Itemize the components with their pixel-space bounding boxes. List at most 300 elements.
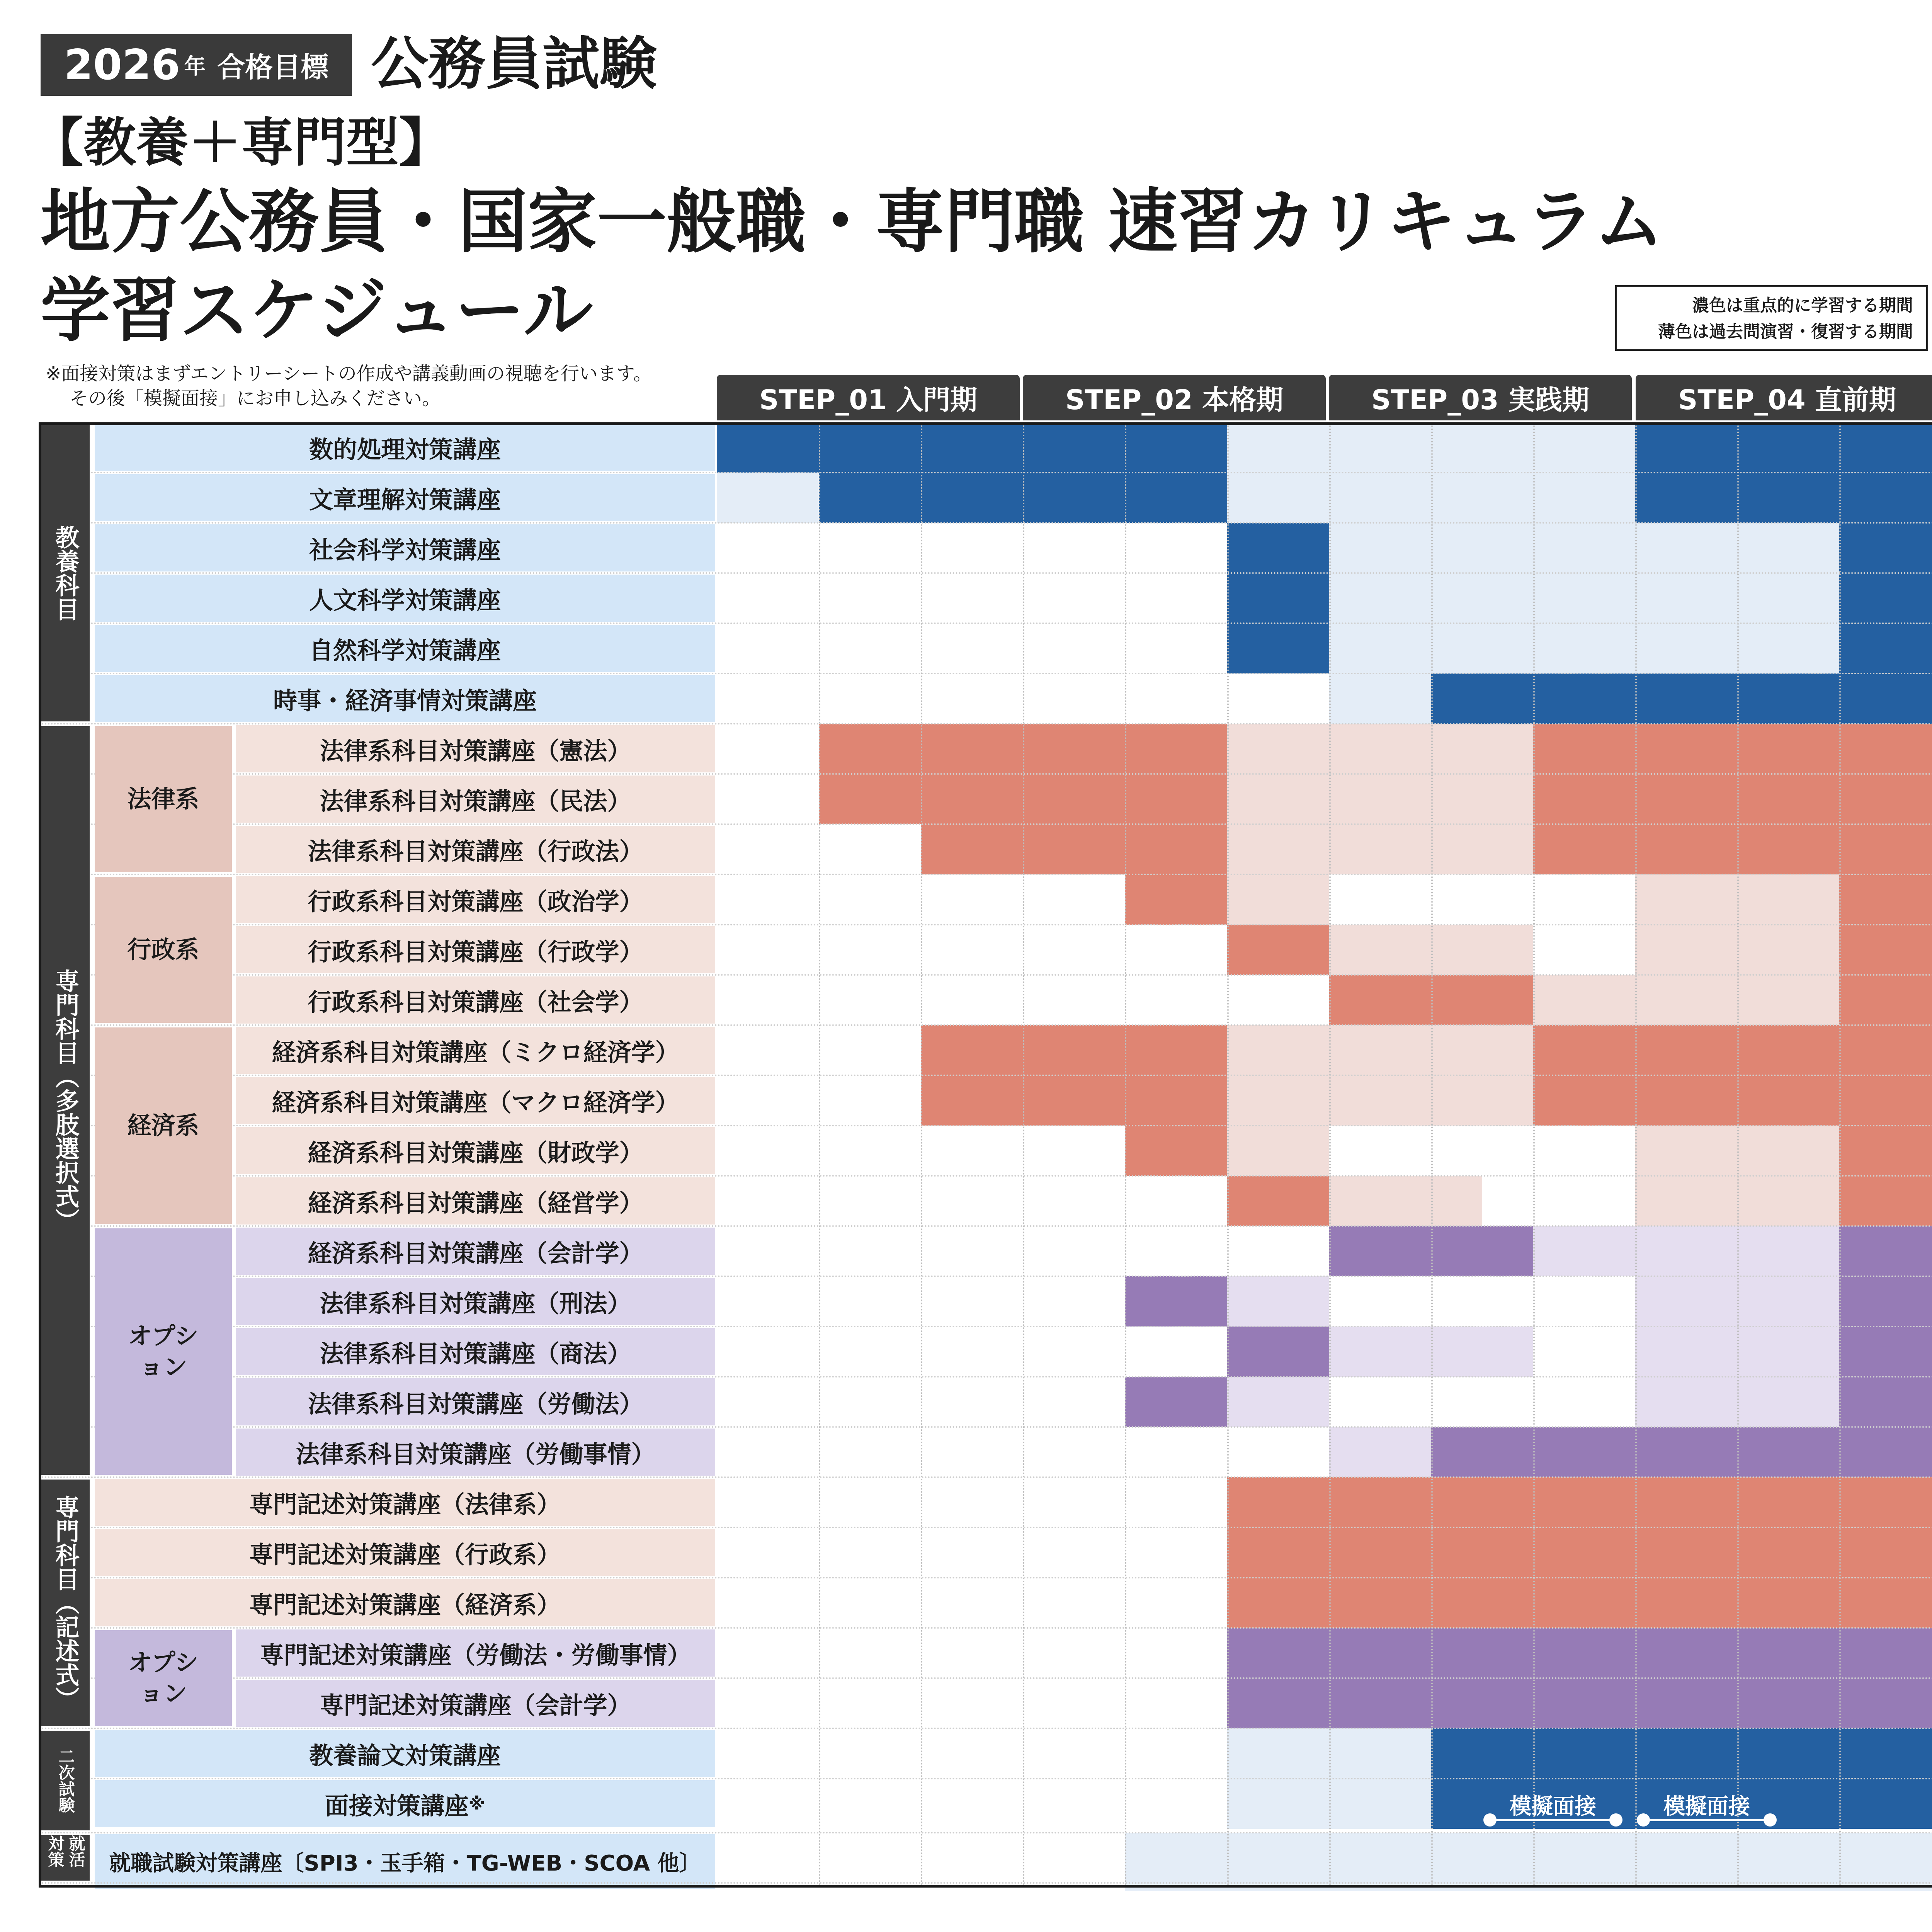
schedule-cell (1737, 1728, 1840, 1779)
schedule-cell (1431, 724, 1534, 774)
legend-dark: 濃色は重点的に学習する期間 (1692, 296, 1913, 315)
schedule-cell (1533, 422, 1636, 473)
schedule-cell (1839, 1427, 1932, 1477)
grid-line (39, 1677, 1932, 1679)
course-label (236, 876, 715, 923)
schedule-cell (1839, 1728, 1932, 1779)
schedule-cell (1431, 874, 1534, 925)
schedule-cell (1635, 975, 1738, 1025)
schedule-cell (1023, 724, 1125, 774)
schedule-cell (717, 1377, 819, 1427)
schedule-cell (1431, 1025, 1534, 1075)
schedule-cell (1635, 1728, 1738, 1779)
grid-line (39, 823, 1932, 825)
course-label-text: 人文科学対策講座 (309, 586, 501, 614)
schedule-cell (1839, 1377, 1932, 1427)
schedule-cell (1431, 1327, 1534, 1377)
subgroup-label: オプション (128, 1322, 199, 1381)
schedule-cell (1329, 1025, 1432, 1075)
schedule-cell (1431, 473, 1534, 523)
grid-line (39, 1175, 1932, 1177)
schedule-cell (819, 473, 921, 523)
grid-line (39, 472, 1932, 473)
schedule-cell (1431, 1628, 1534, 1678)
schedule-cell (1329, 523, 1432, 573)
schedule-cell (1737, 523, 1840, 573)
schedule-cell (1737, 824, 1840, 874)
grid-line (1839, 422, 1841, 1887)
schedule-cell (1329, 1728, 1432, 1779)
schedule-cell (1839, 1126, 1932, 1176)
schedule-cell (1533, 1728, 1636, 1779)
schedule-cell (1533, 1678, 1636, 1728)
course-label-text: 法律系科目対策講座（商法） (320, 1339, 631, 1368)
grid-line (1533, 422, 1535, 1887)
schedule-cell (1635, 925, 1738, 975)
schedule-cell (1125, 1477, 1227, 1527)
schedule-cell (1635, 1075, 1738, 1126)
step-header-4: STEP_04 直前期 (1636, 375, 1932, 420)
course-label (95, 524, 715, 571)
course-label-text: 法律系科目対策講座（刑法） (320, 1289, 631, 1318)
schedule-cell (1635, 1678, 1738, 1728)
schedule-cell (1125, 1578, 1227, 1628)
grid-line (1227, 422, 1229, 1887)
schedule-cell (1737, 1477, 1840, 1527)
course-label (236, 1378, 715, 1425)
schedule-cell (1227, 623, 1330, 673)
schedule-cell (1737, 1126, 1840, 1176)
schedule-cell (1839, 1678, 1932, 1728)
schedule-cell (1533, 573, 1636, 623)
schedule-cell (1839, 874, 1932, 925)
schedule-cell (1125, 573, 1227, 623)
schedule-cell (1329, 724, 1432, 774)
schedule-cell (1635, 1126, 1738, 1176)
schedule-cell (1125, 925, 1227, 975)
schedule-cell (717, 1678, 819, 1728)
grid-line (39, 1024, 1932, 1026)
schedule-cell (819, 1226, 921, 1276)
schedule-cell (1227, 774, 1330, 824)
course-label (236, 1328, 715, 1375)
course-label (236, 1127, 715, 1174)
course-label (236, 1177, 715, 1225)
subgroup-3 (95, 1027, 232, 1224)
course-label-text: 面接対策講座 (325, 1791, 469, 1820)
schedule-cell (1125, 724, 1227, 774)
course-label-text: 法律系科目対策講座（労働法） (308, 1389, 643, 1418)
schedule-cell (1125, 1728, 1227, 1779)
schedule-cell (1635, 1176, 1738, 1226)
schedule-cell (1635, 673, 1738, 724)
course-label-text: 時事・経済事情対策講座 (273, 686, 537, 715)
schedule-cell (1839, 774, 1932, 824)
schedule-cell (717, 1075, 819, 1126)
schedule-cell (921, 473, 1023, 523)
grid-line (1023, 422, 1024, 1887)
schedule-cell (1737, 1527, 1840, 1578)
schedule-cell (819, 1678, 921, 1728)
schedule-cell (921, 1628, 1023, 1678)
schedule-cell (819, 1578, 921, 1628)
note-line-2: その後「模擬面接」にお申し込みください。 (70, 388, 441, 409)
schedule-cell (1227, 925, 1330, 975)
course-label (236, 776, 715, 823)
schedule-cell (1227, 673, 1330, 724)
schedule-cell (1125, 673, 1227, 724)
schedule-cell (1737, 1276, 1840, 1327)
schedule-cell (1125, 1779, 1227, 1829)
subgroup-label: オプション (128, 1648, 199, 1708)
schedule-cell (1023, 573, 1125, 623)
schedule-cell (1635, 1377, 1738, 1427)
grid-line (39, 1527, 1932, 1528)
schedule-cell (717, 774, 819, 824)
schedule-cell (1023, 1226, 1125, 1276)
schedule-cell (1125, 1075, 1227, 1126)
step-header-3: STEP_03 実践期 (1329, 375, 1632, 420)
schedule-cell (819, 1126, 921, 1176)
schedule-cell (1125, 975, 1227, 1025)
schedule-cell (1329, 1377, 1432, 1427)
schedule-cell (717, 1025, 819, 1075)
schedule-cell (819, 925, 921, 975)
schedule-cell (1431, 1527, 1534, 1578)
course-label (236, 1228, 715, 1275)
schedule-cell (1431, 824, 1534, 874)
schedule-cell (1329, 1427, 1432, 1477)
schedule-cell (1125, 824, 1227, 874)
course-label-text: 法律系科目対策講座（憲法） (320, 736, 631, 765)
schedule-cell (1125, 422, 1227, 473)
schedule-cell (921, 1779, 1023, 1829)
schedule-cell (1635, 1578, 1738, 1628)
schedule-cell (1737, 1377, 1840, 1427)
schedule-cell (1023, 925, 1125, 975)
schedule-cell (1839, 1327, 1932, 1377)
note-line-1: ※面接対策はまずエントリーシートの作成や講義動画の視聴を行います。 (46, 363, 652, 384)
note-mark: ※ (468, 1794, 485, 1814)
schedule-cell (1227, 1628, 1330, 1678)
course-label-text: 自然科学対策講座 (309, 636, 501, 665)
course-label (95, 474, 715, 521)
schedule-cell (819, 774, 921, 824)
schedule-cell (1533, 1427, 1636, 1477)
schedule-cell (1227, 1779, 1330, 1829)
grid-line (39, 1778, 1932, 1779)
schedule-cell (1329, 1126, 1432, 1176)
schedule-cell (1125, 1126, 1227, 1176)
schedule-cell (1227, 1276, 1330, 1327)
mock-interview-marker (1478, 1789, 1628, 1824)
schedule-cell (1329, 623, 1432, 673)
schedule-cell (1737, 1327, 1840, 1377)
schedule-cell (1635, 1427, 1738, 1477)
schedule-cell (1431, 1126, 1534, 1176)
course-label-text: 経済系科目対策講座（経営学） (308, 1189, 643, 1217)
schedule-cell (1635, 523, 1738, 573)
schedule-cell (1125, 473, 1227, 523)
grid-line (1431, 422, 1433, 1887)
schedule-cell (1839, 1226, 1932, 1276)
course-label-text: 数的処理対策講座 (309, 435, 501, 464)
schedule-cell (1227, 523, 1330, 573)
schedule-cell (1839, 975, 1932, 1025)
schedule-cell (717, 975, 819, 1025)
schedule-cell (1635, 1477, 1738, 1527)
schedule-cell (1533, 874, 1636, 925)
schedule-cell (1839, 1025, 1932, 1075)
schedule-cell (1329, 422, 1432, 473)
grid-line (39, 1376, 1932, 1378)
course-label (95, 675, 715, 722)
course-label-text: 法律系科目対策講座（労働事情） (296, 1440, 655, 1468)
schedule-cell (921, 1226, 1023, 1276)
schedule-cell (1533, 473, 1636, 523)
schedule-cell (1329, 774, 1432, 824)
subgroup-2 (95, 877, 232, 1023)
schedule-cell (1023, 1779, 1125, 1829)
schedule-cell (717, 925, 819, 975)
schedule-cell (1737, 1678, 1840, 1728)
schedule-cell (1125, 1025, 1227, 1075)
schedule-cell (1329, 673, 1432, 724)
schedule-cell (819, 523, 921, 573)
course-label (95, 1479, 715, 1526)
schedule-cell (1329, 1678, 1432, 1728)
schedule-cell (717, 473, 819, 523)
course-label (236, 1429, 715, 1476)
schedule-cell (921, 1578, 1023, 1628)
schedule-cell (1482, 1176, 1534, 1226)
course-label-text: 文章理解対策講座 (309, 485, 501, 514)
schedule-cell (1125, 1176, 1227, 1226)
subgroup-label: 法律系 (127, 785, 199, 813)
course-label (236, 1077, 715, 1124)
subgroup-label: 行政系 (127, 935, 199, 964)
category-2 (41, 726, 90, 1475)
schedule-cell (1635, 1628, 1738, 1678)
schedule-cell (1533, 774, 1636, 824)
schedule-cell (1125, 774, 1227, 824)
schedule-cell (717, 1176, 819, 1226)
mock-interview-dot (1609, 1813, 1622, 1827)
course-label (236, 1680, 715, 1727)
course-label-text: 経済系科目対策講座（マクロ経済学） (272, 1088, 679, 1117)
course-label-text: 専門記述対策講座（法律系） (249, 1490, 561, 1519)
grid-line (1329, 422, 1331, 1887)
course-label (95, 1730, 715, 1777)
subgroup-1 (95, 726, 232, 872)
schedule-cell (1737, 473, 1840, 523)
schedule-cell (921, 1176, 1023, 1226)
schedule-cell (1635, 623, 1738, 673)
schedule-cell (1227, 975, 1330, 1025)
badge-goal: 合格目標 (217, 51, 329, 83)
category-label: 就活対策 (46, 1835, 86, 1867)
schedule-cell (819, 623, 921, 673)
schedule-cell (819, 874, 921, 925)
badge-year: 2026 (64, 41, 180, 89)
schedule-cell (1431, 1427, 1534, 1477)
schedule-cell (1533, 1075, 1636, 1126)
schedule-cell (717, 724, 819, 774)
schedule-cell (1329, 1527, 1432, 1578)
schedule-cell (717, 673, 819, 724)
schedule-cell (1839, 1628, 1932, 1678)
schedule-cell (819, 975, 921, 1025)
schedule-cell (1227, 874, 1330, 925)
grid-line (39, 773, 1932, 775)
mock-interview-dot (1764, 1813, 1777, 1827)
schedule-cell (921, 1075, 1023, 1126)
mock-interview-dot (1483, 1813, 1497, 1827)
schedule-cell (1737, 874, 1840, 925)
schedule-cell (1023, 1578, 1125, 1628)
schedule-cell (1737, 422, 1840, 473)
course-label-text: 行政系科目対策講座（政治学） (308, 887, 643, 916)
schedule-cell (1533, 1578, 1636, 1628)
grid-line (39, 1426, 1932, 1428)
schedule-cell (1431, 925, 1534, 975)
schedule-cell (1431, 573, 1534, 623)
schedule-cell (921, 1327, 1023, 1377)
schedule-cell (1635, 824, 1738, 874)
schedule-cell (1635, 1276, 1738, 1327)
course-label-text: 行政系科目対策講座（社会学） (308, 988, 643, 1016)
schedule-cell (1737, 1628, 1840, 1678)
category-3 (41, 1480, 90, 1726)
schedule-cell (921, 774, 1023, 824)
schedule-cell (1431, 523, 1534, 573)
grid-line (819, 422, 820, 1887)
course-title: 地方公務員・国家一般職・専門職 速習カリキュラム (41, 182, 1664, 262)
schedule-cell (1227, 1025, 1330, 1075)
schedule-cell (819, 1075, 921, 1126)
schedule-cell (1329, 1176, 1432, 1226)
schedule-cell (1023, 1728, 1125, 1779)
schedule-cell (1431, 673, 1534, 724)
course-label-text: 法律系科目対策講座（民法） (320, 787, 631, 815)
category-1 (41, 425, 90, 721)
schedule-cell (1023, 975, 1125, 1025)
grid-line (39, 723, 1932, 724)
grid-line (39, 924, 1932, 925)
mock-interview-label: 模擬面接 (1663, 1794, 1750, 1819)
schedule-cell (1227, 1477, 1330, 1527)
schedule-cell (717, 1779, 819, 1829)
schedule-cell (1533, 724, 1636, 774)
schedule-cell (717, 573, 819, 623)
schedule-cell (819, 1779, 921, 1829)
category-label: 教養科目 (51, 525, 80, 621)
course-label-text: 専門記述対策講座（会計学） (320, 1691, 631, 1719)
schedule-cell (921, 523, 1023, 573)
schedule-cell (717, 422, 819, 473)
grid-line (39, 622, 1932, 624)
schedule-cell (1737, 774, 1840, 824)
grid-line (39, 1728, 1932, 1729)
schedule-cell (717, 1126, 819, 1176)
schedule-cell (717, 874, 819, 925)
grid-line (39, 1276, 1932, 1277)
schedule-cell (1533, 1327, 1636, 1377)
schedule-cell (1533, 1377, 1636, 1427)
schedule-cell (1839, 1176, 1932, 1226)
schedule-cell (1635, 1327, 1738, 1377)
schedule-cell (1125, 1276, 1227, 1327)
course-label (95, 1579, 715, 1626)
schedule-cell (1533, 975, 1636, 1025)
schedule-cell (1839, 1527, 1932, 1578)
schedule-cell (1737, 975, 1840, 1025)
schedule-cell (1431, 623, 1534, 673)
schedule-cell (1839, 473, 1932, 523)
mock-interview-marker (1631, 1789, 1782, 1824)
schedule-cell (717, 1628, 819, 1678)
schedule-cell (717, 623, 819, 673)
schedule-cell (1431, 1075, 1534, 1126)
grid-line (39, 1125, 1932, 1126)
schedule-cell (1329, 975, 1432, 1025)
course-label-text: 専門記述対策講座（行政系） (249, 1540, 561, 1569)
schedule-cell (1023, 824, 1125, 874)
exam-type: 【教養＋専門型】 (31, 112, 451, 173)
schedule-cell (819, 1527, 921, 1578)
course-label-text: 経済系科目対策講座（ミクロ経済学） (272, 1038, 679, 1066)
schedule-cell (717, 1226, 819, 1276)
schedule-cell (921, 422, 1023, 473)
exam-title: 公務員試験 (371, 31, 657, 97)
schedule-cell (1533, 1477, 1636, 1527)
grid-line (39, 673, 1932, 674)
schedule-cell (1431, 774, 1534, 824)
course-label-text: 法律系科目対策講座（行政法） (308, 837, 643, 866)
schedule-cell (1839, 573, 1932, 623)
schedule-cell (1533, 673, 1636, 724)
schedule-cell (717, 1578, 819, 1628)
schedule-cell (921, 1527, 1023, 1578)
schedule-cell (1125, 623, 1227, 673)
schedule-cell (1431, 1477, 1534, 1527)
grid-line (39, 1882, 1932, 1884)
schedule-cell (1431, 1578, 1534, 1628)
schedule-cell (1737, 925, 1840, 975)
schedule-title: 学習スケジュール (41, 270, 593, 351)
course-label-text: 社会科学対策講座 (309, 536, 501, 564)
schedule-cell (1125, 874, 1227, 925)
mock-interview-range (1643, 1819, 1770, 1821)
schedule-cell (1533, 1226, 1636, 1276)
schedule-cell (1431, 1728, 1534, 1779)
category-5 (41, 1835, 90, 1881)
subgroup-label: 経済系 (127, 1111, 199, 1139)
course-label (95, 1780, 715, 1827)
schedule-cell (819, 1377, 921, 1427)
grid-line (39, 1476, 1932, 1478)
schedule-cell (1737, 1427, 1840, 1477)
schedule-cell (1329, 824, 1432, 874)
course-label (95, 1529, 715, 1576)
schedule-cell (1329, 874, 1432, 925)
schedule-cell (1227, 1327, 1330, 1377)
course-label (236, 1278, 715, 1325)
schedule-cell (1125, 1226, 1227, 1276)
schedule-cell (1737, 1025, 1840, 1075)
course-label-text: 経済系科目対策講座（会計学） (308, 1239, 643, 1267)
schedule-cell (1227, 1728, 1330, 1779)
